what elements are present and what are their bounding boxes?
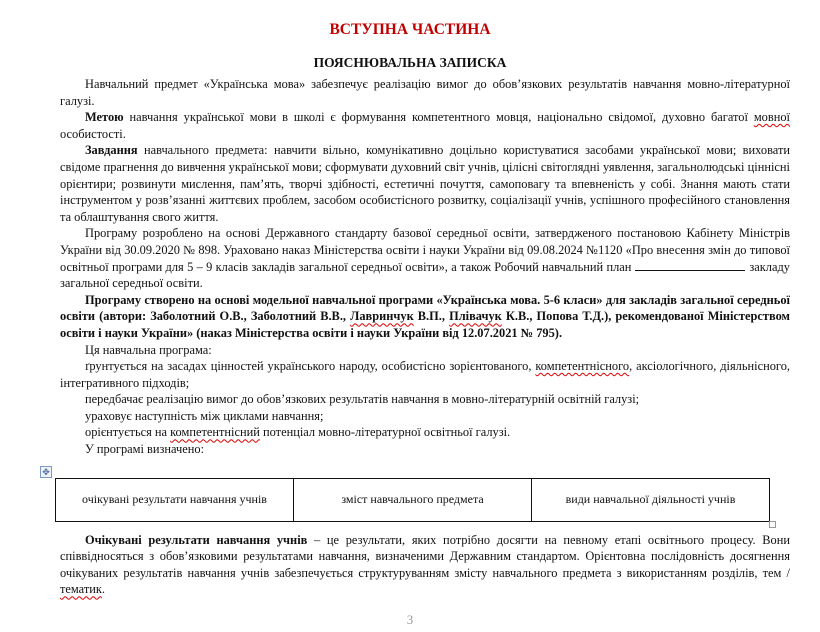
paragraph-text: Ця навчальна програма: [85,342,212,357]
document-body[interactable] [60,76,790,458]
spellcheck-word[interactable]: Плівачук [449,309,502,324]
blank-line-field[interactable] [635,259,745,271]
paragraph-basis [60,225,790,291]
paragraph-list-item [60,408,790,425]
paragraph-text: К.В., Попова Т.Д.), рекомендованої Міністерством освіти і науки України» (наказ Міністерства освіти і науки України від 12.07.2021 № 795). [60,309,790,340]
paragraph-list-item [60,424,790,441]
move-icon[interactable]: ✥ [40,466,52,478]
paragraph-text: передбачає реалізацію вимог до обов’язкових результатів навчання в мовно-літературній освітній галузі; [85,392,640,407]
paragraph-model-program [60,292,790,342]
paragraph-text: У програмі визначено: [85,442,205,457]
paragraph-text: Навчальний предмет «Українська мова» забезпечує реалізацію вимог до обов’язкових результатів навчання мовно-літературної галузі. [60,77,790,108]
table-container [42,466,770,522]
table-cell[interactable]: види навчальної діяльності учнів [532,478,770,521]
paragraph-text: орієнтується на [85,425,171,440]
paragraph-text: В.П., [413,309,450,324]
paragraph-text: особистості. [60,126,126,141]
paragraph-list-item [60,358,790,391]
paragraph-text: навчального предмета: навчити вільно, комунікативно доцільно користуватися засобами української мови; виховати свідоме прагнення до вивчення української мови; сформувати духовний світ учнів, цілісні світоглядні уявлення, загальнолюдські ціннісні орієнтири; розвинути мислення, пам’ять, творчі здібності, естетичні почуття, самоповагу та впевненість у собі. Знання мають стати інструментом у розв’язанні життєвих проблем, засобом особистісного розвитку, соціалізації учнів, успішного професійного становлення та облаштування свого життя. [60,143,790,224]
section-subtitle: ПОЯСНЮВАЛЬНА ЗАПИСКА [313,55,507,70]
paragraph-text: закладу загальної середньої освіти. [60,259,790,291]
paragraph-expected-results [60,532,790,598]
paragraph-text: навчання української мови в школі є формування компетентного мовця, національно свідомої, духовно багатої [123,110,754,125]
paragraph-text: ґрунтується на засадах цінностей українського народу, особистісно зорієнтованого, [85,359,536,374]
table-row [56,478,770,521]
paragraph-tasks [60,142,790,225]
paragraph-text: Програму розроблено на основі Державного стандарту базової середньої освіти, затвердженого постановою Кабінету Міністрів України від 30.09.2020 № 898. Ураховано наказ Міністерства освіти і науки України від 09.08.2024 №1120 «Про внесення змін до типової освітньої програми для 5 – 9 класів закладів загальної середньої освіти», а також Робочий навчальний план [60,226,790,274]
table-cell[interactable]: зміст навчального предмета [294,478,532,521]
spellcheck-word[interactable]: Лавринчук [350,309,414,324]
structure-table[interactable] [55,478,770,522]
paragraph-defined [60,441,790,458]
paragraph-list-item [60,391,790,408]
bold-term: Завдання [85,143,138,158]
bold-term: Очікувані результати навчання учнів [85,532,308,547]
spellcheck-word[interactable]: компетентнісний [170,425,260,440]
resize-handle-icon[interactable] [769,521,776,528]
paragraph-text: , аксіологічного, діяльнісного, інтегративного підходів; [60,359,790,390]
paragraph-intro [60,76,790,109]
paragraph-goal [60,109,790,142]
paragraph-list-intro [60,342,790,359]
spellcheck-word[interactable]: компетентнісного [535,359,630,374]
paragraph-text: – це результати, яких потрібно досягти на певному етапі освітнього процесу. Вони співвідносяться з обов’язковими результатами навчання, визначеними Державним стандартом. Орієнтовна послідовність досягнення очікуваних результатів навчання учнів забезпечується структуруванням змісту навчального предмета з використанням розділів, тем / [60,532,790,580]
section-title: ВСТУПНА ЧАСТИНА [329,21,491,38]
paragraph-text: . [101,582,106,597]
paragraph-text: ураховує наступність між циклами навчання; [85,408,324,423]
spellcheck-word[interactable]: мовної [753,110,790,125]
page-number: 3 [406,612,414,628]
spellcheck-word[interactable]: тематик [60,582,102,597]
bold-term: Метою [85,110,124,125]
paragraph-text: потенціал мовно-літературної освітньої галузі. [259,425,511,440]
paragraph-text: Програму створено на основі модельної навчальної програми «Українська мова. 5-6 класи» для закладів загальної середньої освіти (автори: Заболотний О.В., Заболотний В.В., [60,292,790,324]
table-cell[interactable]: очікувані результати навчання учнів [56,478,294,521]
